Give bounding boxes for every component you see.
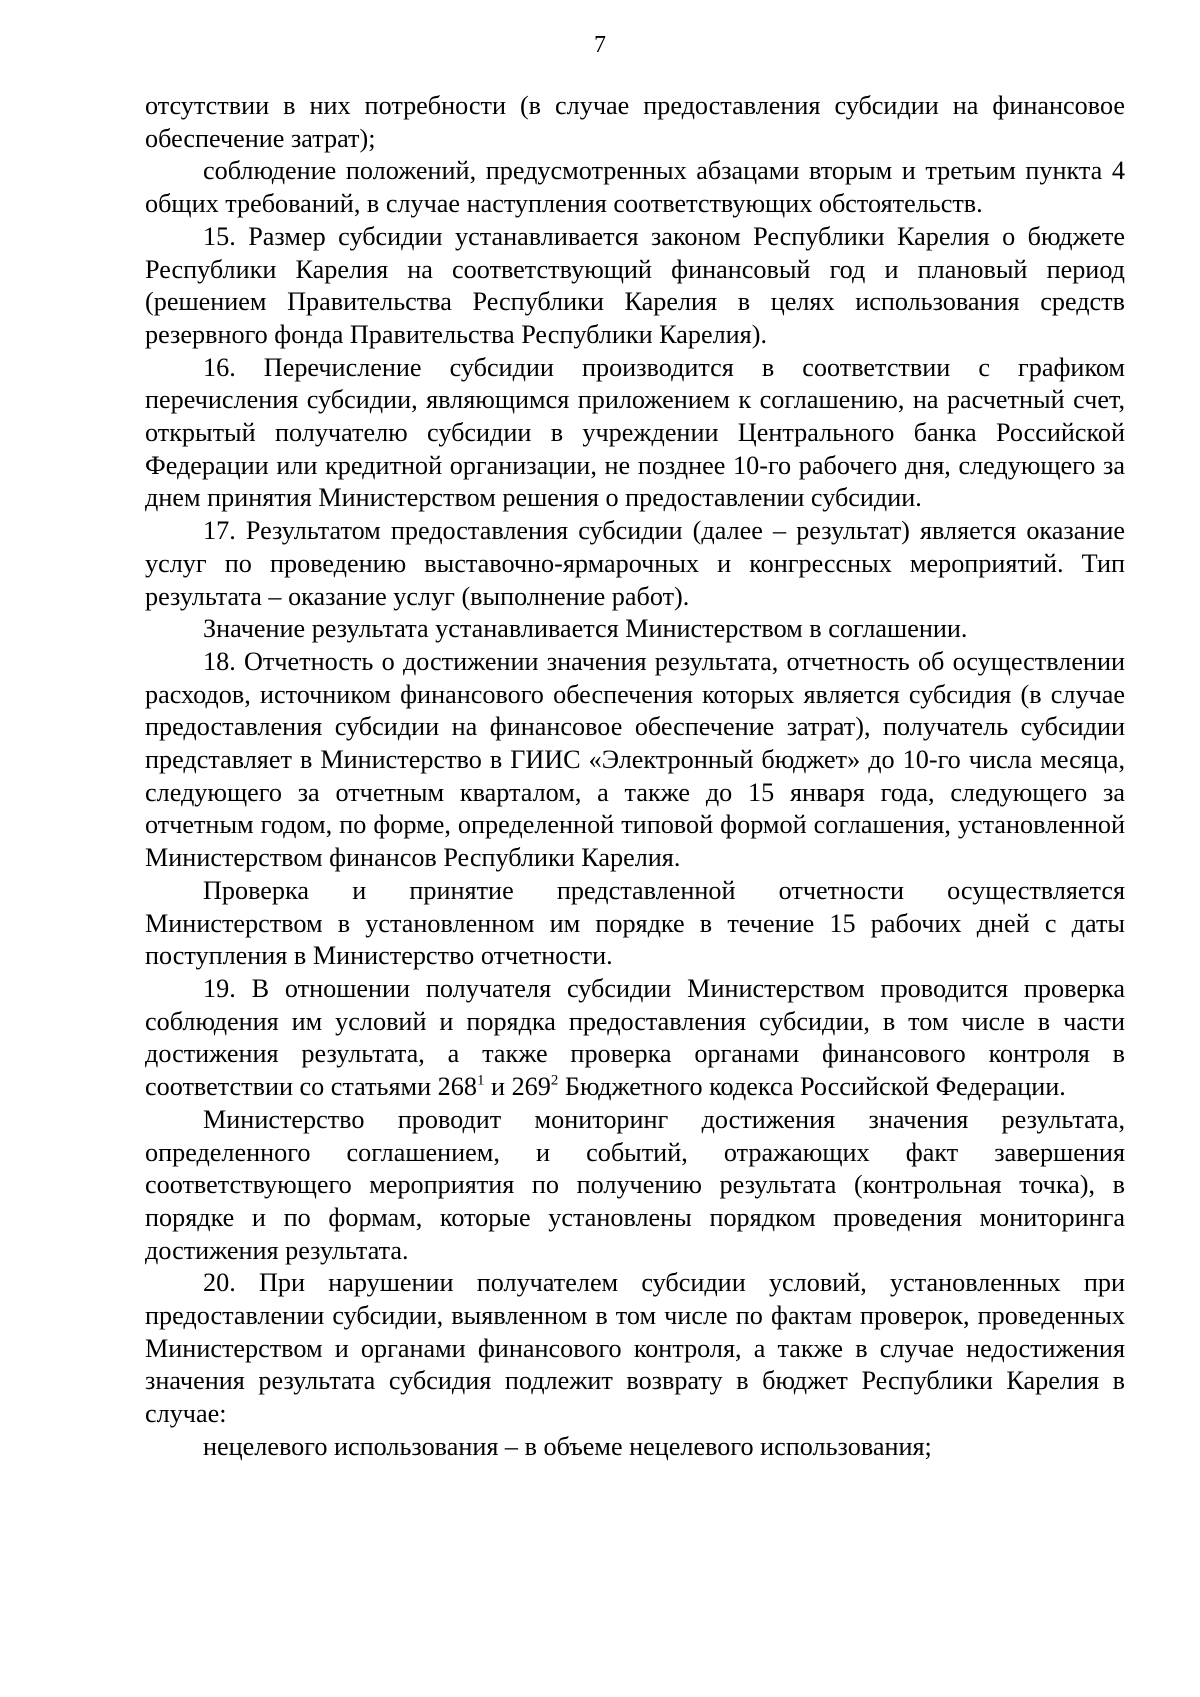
document-body [145,90,1125,1464]
paragraph-19 [145,973,1125,1104]
paragraph-16: 16. Перечисление субсидии производится в соответствии с графиком перечисления субсидии, являющимся приложением к соглашению, на расчетный счет, открытый получателю субсидии в учреждении Центрального банка Российской Федерации или кредитной организации, не позднее 10-го рабочего дня, следующего за днем принятия Министерством решения о предоставлении субсидии. [145,352,1125,513]
paragraph-19-text-start: 19. В отношении получателя субсидии Министерством проводится проверка соблюдения им условий и порядка предоставления субсидии, в том числе в части достижения результата, а также проверка органами финансового контроля в соответствии со статьями 268 [145,973,1125,1102]
paragraph-20: 20. При нарушении получателем субсидии условий, установленных при предоставлении субсидии, выявленном в том числе по фактам проверок, проведенных Министерством и органами финансового контроля, а также в случае недостижения значения результата субсидия подлежит возврату в бюджет Республики Карелия в случае: [145,1268,1125,1429]
paragraph-misuse: нецелевого использования – в объеме нецелевого использования; [203,1431,932,1461]
paragraph-result-value: Значение результата устанавливается Министерством в соглашении. [203,614,968,644]
page-number: 7 [594,32,606,58]
paragraph-15: 15. Размер субсидии устанавливается законом Республики Карелия о бюджете Республики Карелия на соответствующий финансовый год и плановый период (решением Правительства Республики Карелия в целях использования средств резервного фонда Правительства Республики Карелия). [145,221,1125,349]
paragraph-report-check: Проверка и принятие представленной отчетности осуществляется Министерством в установленном им порядке в течение 15 рабочих дней с даты поступления в Министерство отчетности. [145,875,1125,971]
paragraph-19-text-end: Бюджетного кодекса Российской Федерации. [558,1072,1066,1102]
article-superscript-1: 1 [476,1072,485,1089]
paragraph-17: 17. Результатом предоставления субсидии (далее – результат) является оказание услуг по проведению выставочно-ярмарочных и конгрессных мероприятий. Тип результата – оказание услуг (выполнение работ). [145,516,1125,611]
article-superscript-2: 2 [550,1072,559,1089]
paragraph-18: 18. Отчетность о достижении значения результата, отчетность об осуществлении расходов, источником финансового обеспечения которых является субсидия (в случае предоставления субсидии на финансовое обеспечение затрат), получатель субсидии представляет в Министерство в ГИИС «Электронный бюджет» до 10-го числа месяца, следующего за отчетным кварталом, а также до 15 января года, следующего за отчетным годом, по форме, определенной типовой формой соглашения, установленной Министерством финансов Республики Карелия. [145,646,1125,873]
paragraph-continuation: отсутствии в них потребности (в случае предоставления субсидии на финансовое обеспечение затрат); [145,91,1125,153]
paragraph-monitoring: Министерство проводит мониторинг достижения значения результата, определенного соглашением, и событий, отражающих факт завершения соответствующего мероприятия по получению результата (контрольная точка), в порядке и по формам, которые установлены порядком проведения мониторинга достижения результата. [145,1104,1125,1265]
paragraph-compliance: соблюдение положений, предусмотренных абзацами вторым и третьим пункта 4 общих требований, в случае наступления соответствующих обстоятельств. [145,156,1125,219]
paragraph-19-text-middle: и 269 [484,1072,551,1102]
